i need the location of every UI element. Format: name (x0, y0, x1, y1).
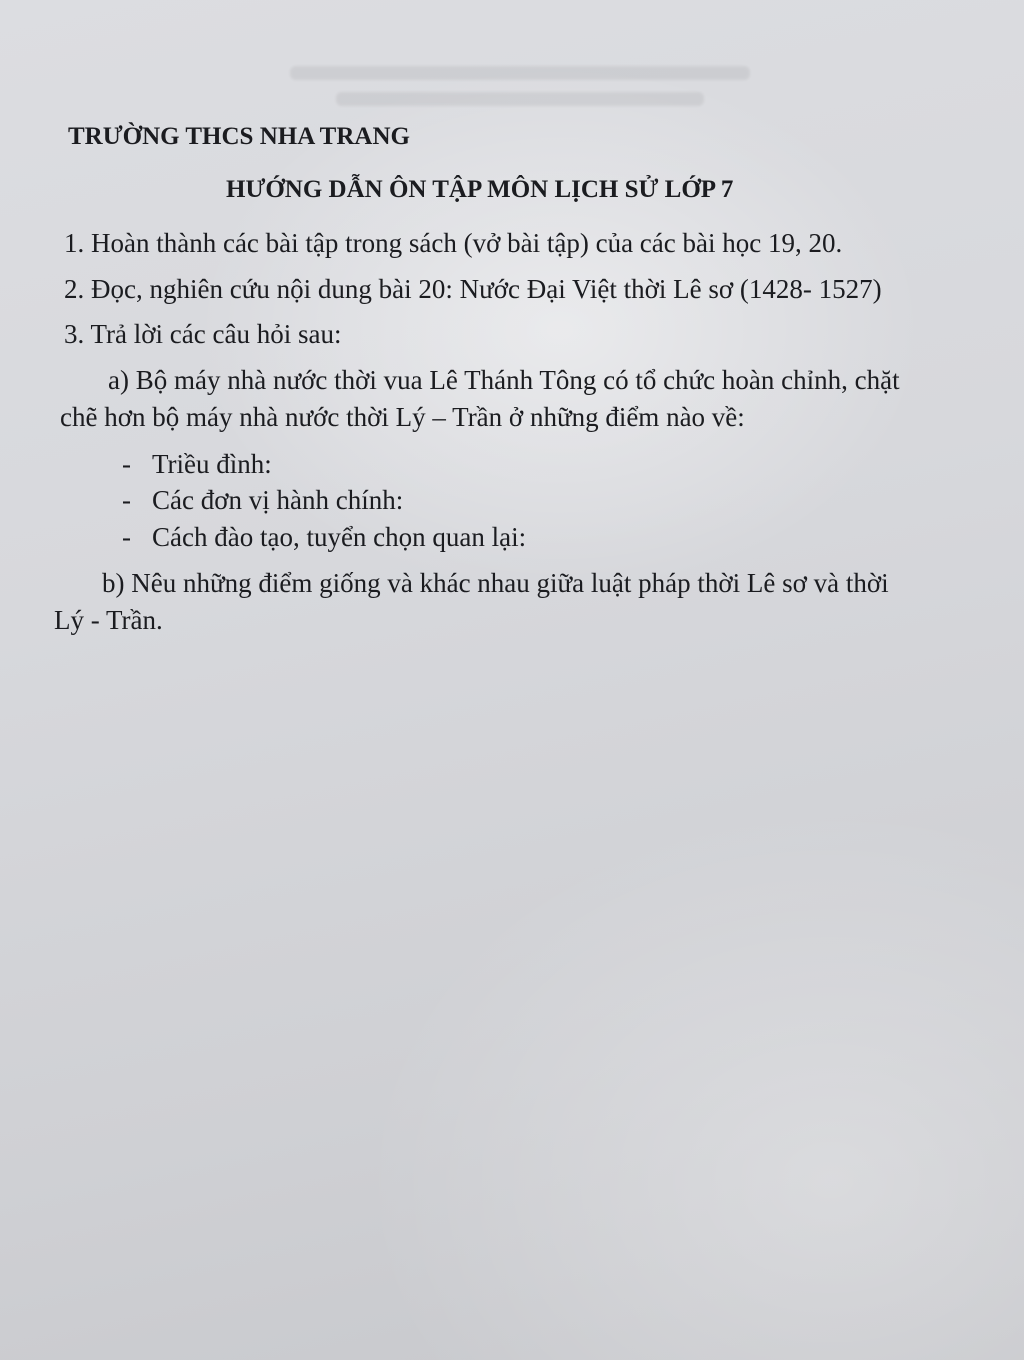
item-2: 2. Đọc, nghiên cứu nội dung bài 20: Nước Đại Việt thời Lê sơ (1428- 1527) (64, 274, 882, 304)
bullet-dash: - (122, 485, 131, 515)
bullet-dash: - (122, 449, 131, 479)
bullet-item (122, 483, 403, 517)
bullet-text: Cách đào tạo, tuyển chọn quan lại: (152, 522, 527, 552)
back-page-bleed-through (290, 60, 750, 120)
bullet-text: Triều đình: (152, 449, 272, 479)
item-3: 3. Trả lời các câu hỏi sau: (64, 319, 342, 349)
bullet-item (122, 520, 526, 554)
bullet-dash: - (122, 522, 131, 552)
bullet-item (122, 447, 272, 481)
document-title: HƯỚNG DẪN ÔN TẬP MÔN LỊCH SỬ LỚP 7 (226, 176, 734, 203)
question-b-line-2: Lý - Trần. (54, 605, 163, 635)
question-a-line-1: a) Bộ máy nhà nước thời vua Lê Thánh Tông có tổ chức hoàn chỉnh, chặt (108, 365, 900, 395)
school-name: TRƯỜNG THCS NHA TRANG (68, 123, 410, 150)
question-b-line-1: b) Nêu những điểm giống và khác nhau giữa luật pháp thời Lê sơ và thời (102, 568, 889, 598)
question-a-line-2: chẽ hơn bộ máy nhà nước thời Lý – Trần ở những điểm nào về: (60, 402, 745, 432)
bullet-text: Các đơn vị hành chính: (152, 485, 404, 515)
item-1: 1. Hoàn thành các bài tập trong sách (vở bài tập) của các bài học 19, 20. (64, 228, 843, 258)
